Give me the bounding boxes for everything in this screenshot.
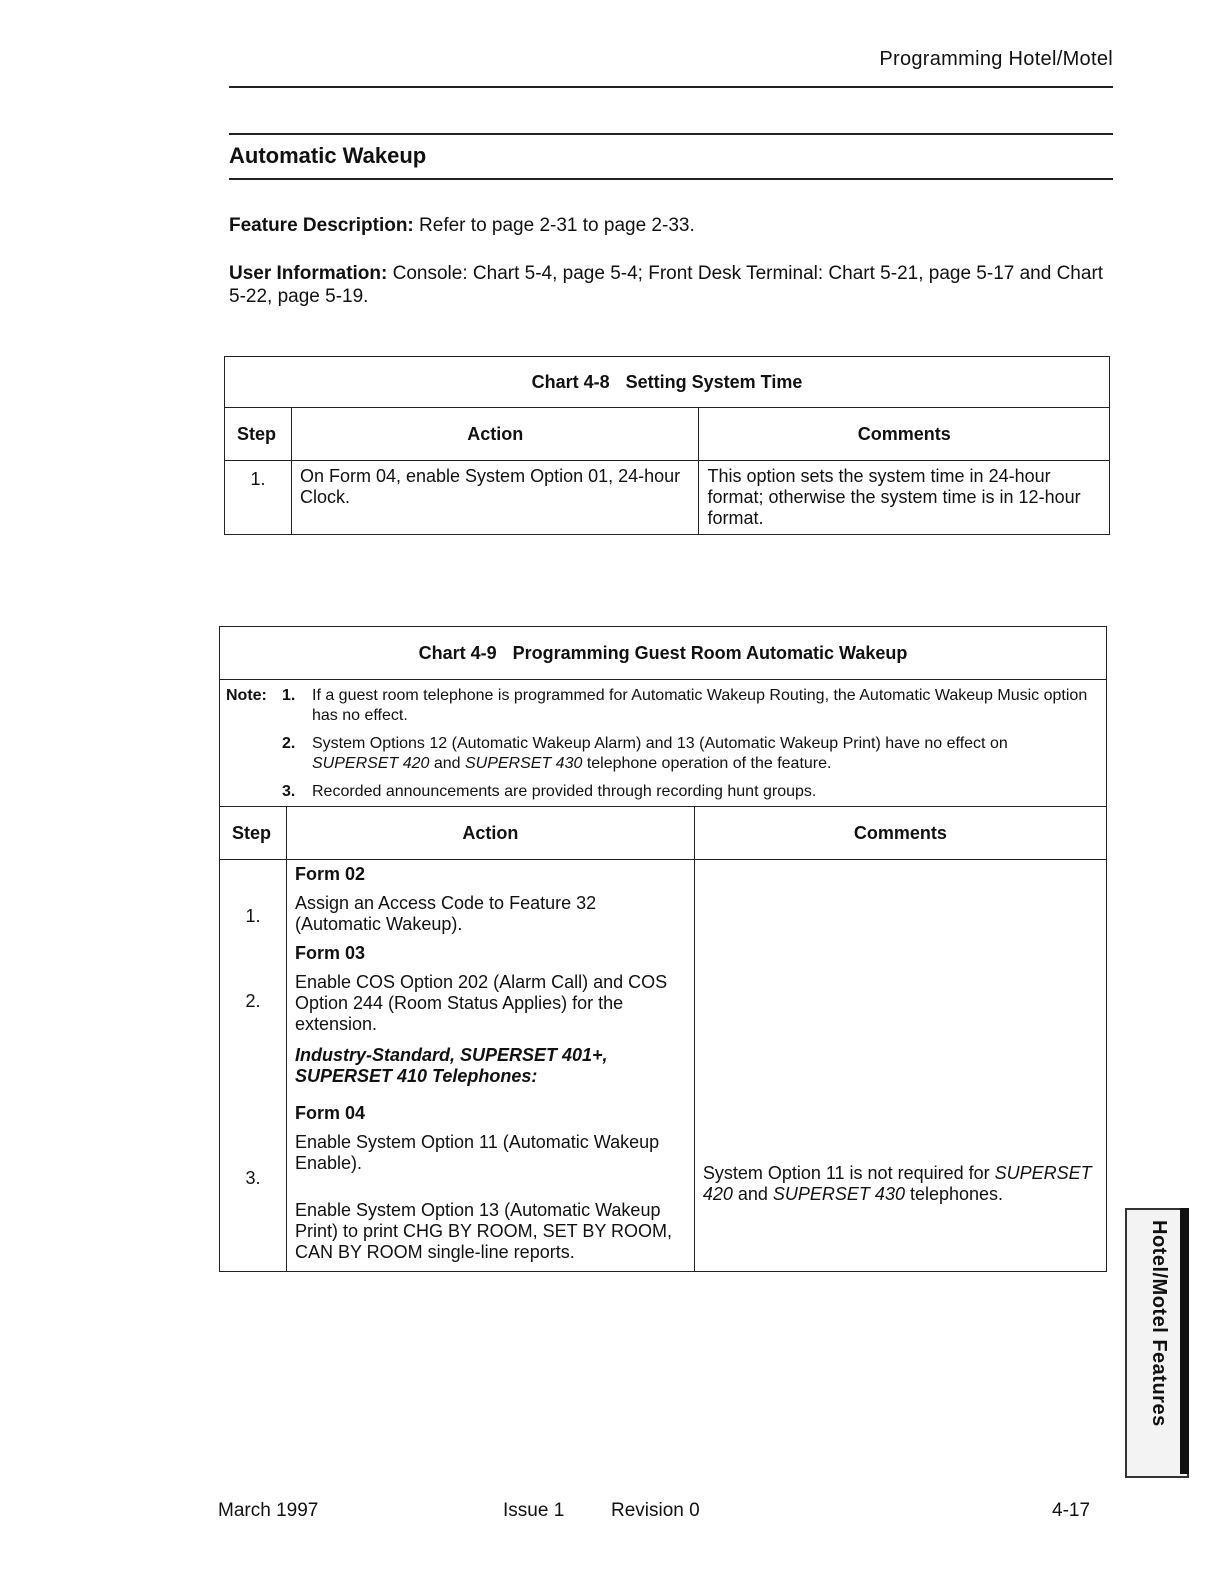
user-information [229, 262, 1109, 308]
chart-4-8-action: On Form 04, enable System Option 01, 24-hour Clock. [291, 461, 698, 535]
form-heading: Form 02 [294, 864, 365, 884]
header-rule [229, 86, 1113, 88]
footer-date: March 1997 [218, 1500, 319, 1521]
user-information-label: User Information: [229, 263, 388, 284]
telephones-heading: Industry-Standard, SUPERSET 401+, SUPERSET 410 Telephones: [294, 1045, 608, 1086]
feature-description-label: Feature Description: [229, 215, 414, 236]
chart-4-9-comments-column [694, 860, 1106, 1272]
chart-4-9-notes [220, 680, 1107, 807]
table-row [225, 461, 1110, 535]
footer-issue: Issue 1 [503, 1500, 565, 1521]
chart-4-9-action-column [286, 860, 694, 1272]
chart-4-9-title: Programming Guest Room Automatic Wakeup [512, 642, 908, 663]
chart-4-8-title: Setting System Time [625, 371, 803, 392]
section-title: Automatic Wakeup [229, 143, 427, 168]
step-2-action: Enable COS Option 202 (Alarm Call) and COS Option 244 (Room Status Applies) for the extension. [294, 972, 668, 1034]
step-number: 2. [245, 991, 261, 1011]
step-3-action: Enable System Option 11 (Automatic Wakeup Enable). [294, 1132, 660, 1173]
note-label: Note: [226, 687, 267, 704]
step-1-action: Assign an Access Code to Feature 32 (Automatic Wakeup). [294, 893, 597, 934]
chart-4-8-comments: This option sets the system time in 24-hour format; otherwise the system time is in 12-hour format. [699, 461, 1110, 535]
user-information-text: Console: Chart 5-4, page 5-4; Front Desk Terminal: Chart 5-21, page 5-17 and Chart 5-22, page 5-19. [229, 263, 1104, 307]
chart-4-9-number: Chart 4-9 [418, 642, 497, 663]
note-text: Recorded announcements are provided through recording hunt groups. [312, 783, 817, 800]
step-number: 3. [245, 1168, 261, 1188]
chart-4-8-header-step: Step [225, 408, 292, 461]
step-3-action-2: Enable System Option 13 (Automatic Wakeup Print) to print CHG BY ROOM, SET BY ROOM, CAN BY ROOM single-line reports. [294, 1200, 673, 1262]
table-row [220, 860, 1107, 1272]
footer-page: 4-17 [1052, 1500, 1091, 1521]
note-number: 3. [282, 783, 296, 800]
feature-description-text: Refer to page 2-31 to page 2-33. [413, 215, 695, 236]
note-text: If a guest room telephone is programmed for Automatic Wakeup Routing, the Automatic Wakeup Music option has no effect. [312, 687, 1088, 724]
chart-4-8-number: Chart 4-8 [531, 371, 610, 392]
footer-revision: Revision 0 [611, 1500, 700, 1521]
note-number: 2. [282, 735, 296, 752]
side-tab-bar [1180, 1208, 1189, 1474]
chart-4-9 [219, 626, 1107, 1272]
chart-4-9-header-action: Action [286, 807, 694, 860]
form-heading: Form 04 [294, 1103, 365, 1123]
chart-4-9-caption [220, 627, 1107, 680]
note-number: 1. [282, 687, 296, 704]
chart-4-8-header-comments: Comments [699, 408, 1110, 461]
side-tab-label: Hotel/Motel Features [1148, 1220, 1170, 1427]
form-heading: Form 03 [294, 943, 365, 963]
chart-4-9-header-comments: Comments [694, 807, 1106, 860]
note-item [226, 686, 1098, 726]
chart-4-8-header-action: Action [291, 408, 698, 461]
feature-description [229, 214, 1129, 237]
note-text: System Options 12 (Automatic Wakeup Alarm) and 13 (Automatic Wakeup Print) have no effect on SUPERSET 420 and SUPERSET 430 telephone operation of the feature. [312, 735, 1008, 772]
chart-4-8 [224, 356, 1110, 535]
chart-4-8-step: 1. [225, 461, 292, 535]
step-number: 1. [245, 906, 261, 926]
running-header: Programming Hotel/Motel [879, 48, 1113, 70]
chart-4-8-caption [225, 357, 1110, 408]
section-bottom-rule [229, 178, 1113, 180]
chart-4-9-step-column [220, 860, 287, 1272]
chart-4-9-header-step: Step [220, 807, 287, 860]
section-top-rule [229, 133, 1113, 135]
step-3-comment: System Option 11 is not required for SUPERSET 420 and SUPERSET 430 telephones. [702, 1163, 1092, 1204]
note-item [226, 782, 1098, 802]
note-item [226, 734, 1098, 774]
